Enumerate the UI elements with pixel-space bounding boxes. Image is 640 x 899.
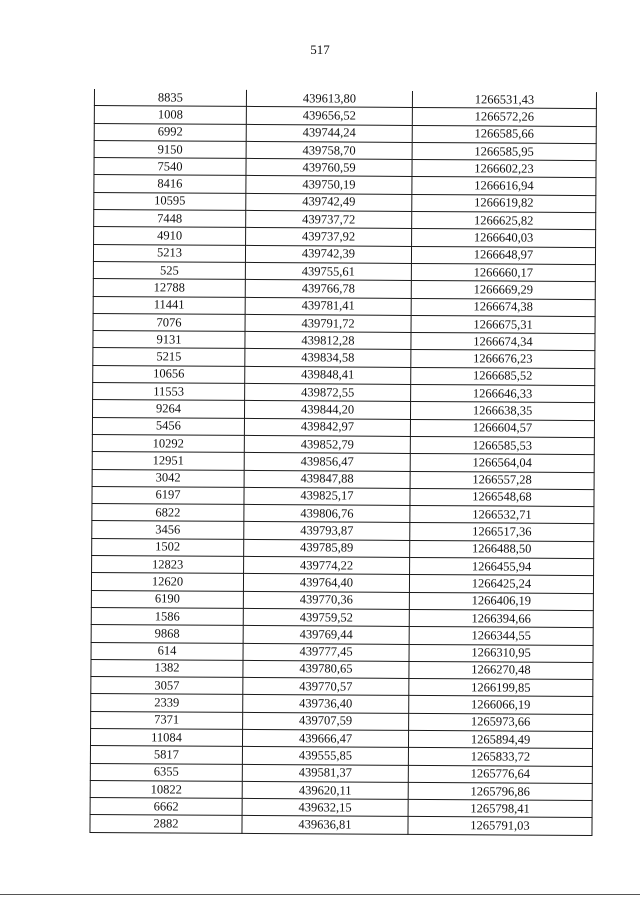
point-number-cell: 6662 xyxy=(90,798,242,816)
y-coordinate-cell: 1266344,55 xyxy=(409,627,593,645)
x-coordinate-cell: 439737,72 xyxy=(246,211,412,229)
y-coordinate-cell: 1266425,24 xyxy=(409,575,593,593)
y-coordinate-cell: 1266676,23 xyxy=(411,350,595,368)
y-coordinate-cell: 1266685,52 xyxy=(411,367,595,385)
y-coordinate-cell: 1266660,17 xyxy=(411,263,595,281)
x-coordinate-cell: 439581,37 xyxy=(242,764,408,782)
x-coordinate-cell: 439834,58 xyxy=(245,349,411,367)
point-number-cell: 5456 xyxy=(92,417,244,435)
coordinates-table xyxy=(89,89,597,836)
x-coordinate-cell: 439769,44 xyxy=(243,626,409,644)
point-number-cell: 7076 xyxy=(93,313,245,331)
y-coordinate-cell: 1266310,95 xyxy=(409,644,593,662)
point-number-cell: 614 xyxy=(91,642,243,660)
x-coordinate-cell: 439744,24 xyxy=(246,124,412,142)
y-coordinate-cell: 1265833,72 xyxy=(408,748,592,766)
page-bottom-rule xyxy=(0,894,640,895)
point-number-cell: 8416 xyxy=(94,175,246,193)
x-coordinate-cell: 439759,52 xyxy=(243,608,409,626)
y-coordinate-cell: 1266199,85 xyxy=(409,679,593,697)
point-number-cell: 10292 xyxy=(92,434,244,452)
y-coordinate-cell: 1266585,95 xyxy=(412,142,596,160)
y-coordinate-cell: 1266646,33 xyxy=(411,384,595,402)
x-coordinate-cell: 439620,11 xyxy=(242,781,408,799)
y-coordinate-cell: 1266488,50 xyxy=(410,540,594,558)
point-number-cell: 4910 xyxy=(94,227,246,245)
point-number-cell: 12823 xyxy=(92,556,244,574)
point-number-cell: 11441 xyxy=(93,296,245,314)
y-coordinate-cell: 1265776,64 xyxy=(408,765,592,783)
point-number-cell: 2882 xyxy=(90,815,242,833)
y-coordinate-cell: 1266640,03 xyxy=(412,229,596,247)
x-coordinate-cell: 439613,80 xyxy=(246,90,412,108)
point-number-cell: 3456 xyxy=(92,521,244,539)
point-number-cell: 9868 xyxy=(91,625,243,643)
x-coordinate-cell: 439737,92 xyxy=(246,228,412,246)
point-number-cell: 1008 xyxy=(94,106,246,124)
point-number-cell: 5817 xyxy=(90,746,242,764)
y-coordinate-cell: 1266548,68 xyxy=(410,488,594,506)
x-coordinate-cell: 439766,78 xyxy=(245,280,411,298)
x-coordinate-cell: 439755,61 xyxy=(245,262,411,280)
x-coordinate-cell: 439793,87 xyxy=(244,522,410,540)
x-coordinate-cell: 439806,76 xyxy=(244,505,410,523)
x-coordinate-cell: 439707,59 xyxy=(243,712,409,730)
y-coordinate-cell: 1265973,66 xyxy=(409,713,593,731)
y-coordinate-cell: 1265894,49 xyxy=(408,730,592,748)
y-coordinate-cell: 1266517,36 xyxy=(410,523,594,541)
y-coordinate-cell: 1265791,03 xyxy=(408,817,592,835)
coordinates-table-container xyxy=(94,89,596,833)
y-coordinate-cell: 1266572,26 xyxy=(412,108,596,126)
y-coordinate-cell: 1266674,38 xyxy=(411,298,595,316)
y-coordinate-cell: 1266532,71 xyxy=(410,506,594,524)
x-coordinate-cell: 439760,59 xyxy=(246,159,412,177)
x-coordinate-cell: 439781,41 xyxy=(245,297,411,315)
x-coordinate-cell: 439750,19 xyxy=(246,176,412,194)
x-coordinate-cell: 439872,55 xyxy=(245,383,411,401)
x-coordinate-cell: 439632,15 xyxy=(242,799,408,817)
y-coordinate-cell: 1266669,29 xyxy=(411,281,595,299)
y-coordinate-cell: 1266270,48 xyxy=(409,661,593,679)
point-number-cell: 7371 xyxy=(91,711,243,729)
y-coordinate-cell: 1265798,41 xyxy=(408,800,592,818)
point-number-cell: 10822 xyxy=(90,780,242,798)
x-coordinate-cell: 439825,17 xyxy=(244,487,410,505)
x-coordinate-cell: 439791,72 xyxy=(245,314,411,332)
y-coordinate-cell: 1266585,66 xyxy=(412,125,596,143)
point-number-cell: 3042 xyxy=(92,469,244,487)
table-row xyxy=(90,815,592,835)
y-coordinate-cell: 1266648,97 xyxy=(411,246,595,264)
y-coordinate-cell: 1265796,86 xyxy=(408,782,592,800)
point-number-cell: 6355 xyxy=(90,763,242,781)
y-coordinate-cell: 1266557,28 xyxy=(410,471,594,489)
point-number-cell: 12951 xyxy=(92,452,244,470)
point-number-cell: 8835 xyxy=(94,89,246,107)
y-coordinate-cell: 1266394,66 xyxy=(409,609,593,627)
x-coordinate-cell: 439742,39 xyxy=(245,245,411,263)
y-coordinate-cell: 1266585,53 xyxy=(410,436,594,454)
y-coordinate-cell: 1266531,43 xyxy=(412,91,596,109)
y-coordinate-cell: 1266604,57 xyxy=(410,419,594,437)
point-number-cell: 6822 xyxy=(92,504,244,522)
point-number-cell: 12788 xyxy=(93,279,245,297)
y-coordinate-cell: 1266625,82 xyxy=(412,212,596,230)
x-coordinate-cell: 439770,57 xyxy=(243,678,409,696)
point-number-cell: 525 xyxy=(93,261,245,279)
x-coordinate-cell: 439842,97 xyxy=(244,418,410,436)
point-number-cell: 2339 xyxy=(91,694,243,712)
y-coordinate-cell: 1266674,34 xyxy=(411,333,595,351)
x-coordinate-cell: 439764,40 xyxy=(243,574,409,592)
point-number-cell: 5215 xyxy=(93,348,245,366)
x-coordinate-cell: 439852,79 xyxy=(244,435,410,453)
point-number-cell: 6197 xyxy=(92,486,244,504)
point-number-cell: 7448 xyxy=(94,210,246,228)
coordinates-table-body xyxy=(90,89,597,835)
y-coordinate-cell: 1266455,94 xyxy=(410,557,594,575)
point-number-cell: 10656 xyxy=(93,365,245,383)
y-coordinate-cell: 1266602,23 xyxy=(412,160,596,178)
point-number-cell: 6190 xyxy=(91,590,243,608)
x-coordinate-cell: 439812,28 xyxy=(245,332,411,350)
x-coordinate-cell: 439844,20 xyxy=(244,401,410,419)
x-coordinate-cell: 439780,65 xyxy=(243,660,409,678)
y-coordinate-cell: 1266616,94 xyxy=(412,177,596,195)
x-coordinate-cell: 439848,41 xyxy=(245,366,411,384)
y-coordinate-cell: 1266066,19 xyxy=(409,696,593,714)
y-coordinate-cell: 1266406,19 xyxy=(409,592,593,610)
point-number-cell: 5213 xyxy=(93,244,245,262)
y-coordinate-cell: 1266564,04 xyxy=(410,454,594,472)
x-coordinate-cell: 439856,47 xyxy=(244,453,410,471)
x-coordinate-cell: 439785,89 xyxy=(244,539,410,557)
point-number-cell: 9264 xyxy=(92,400,244,418)
point-number-cell: 3057 xyxy=(91,677,243,695)
x-coordinate-cell: 439777,45 xyxy=(243,643,409,661)
x-coordinate-cell: 439636,81 xyxy=(242,816,408,834)
point-number-cell: 6992 xyxy=(94,123,246,141)
x-coordinate-cell: 439742,49 xyxy=(246,193,412,211)
point-number-cell: 10595 xyxy=(94,192,246,210)
x-coordinate-cell: 439736,40 xyxy=(243,695,409,713)
point-number-cell: 7540 xyxy=(94,158,246,176)
y-coordinate-cell: 1266638,35 xyxy=(410,402,594,420)
point-number-cell: 1382 xyxy=(91,659,243,677)
y-coordinate-cell: 1266619,82 xyxy=(412,194,596,212)
page-number: 517 xyxy=(310,42,330,57)
point-number-cell: 9131 xyxy=(93,331,245,349)
x-coordinate-cell: 439758,70 xyxy=(246,141,412,159)
y-coordinate-cell: 1266675,31 xyxy=(411,315,595,333)
x-coordinate-cell: 439555,85 xyxy=(242,747,408,765)
point-number-cell: 11553 xyxy=(93,383,245,401)
point-number-cell: 1502 xyxy=(92,538,244,556)
point-number-cell: 12620 xyxy=(91,573,243,591)
x-coordinate-cell: 439656,52 xyxy=(246,107,412,125)
x-coordinate-cell: 439847,88 xyxy=(244,470,410,488)
x-coordinate-cell: 439774,22 xyxy=(244,556,410,574)
x-coordinate-cell: 439666,47 xyxy=(242,729,408,747)
point-number-cell: 9150 xyxy=(94,140,246,158)
point-number-cell: 1586 xyxy=(91,607,243,625)
x-coordinate-cell: 439770,36 xyxy=(243,591,409,609)
point-number-cell: 11084 xyxy=(90,728,242,746)
